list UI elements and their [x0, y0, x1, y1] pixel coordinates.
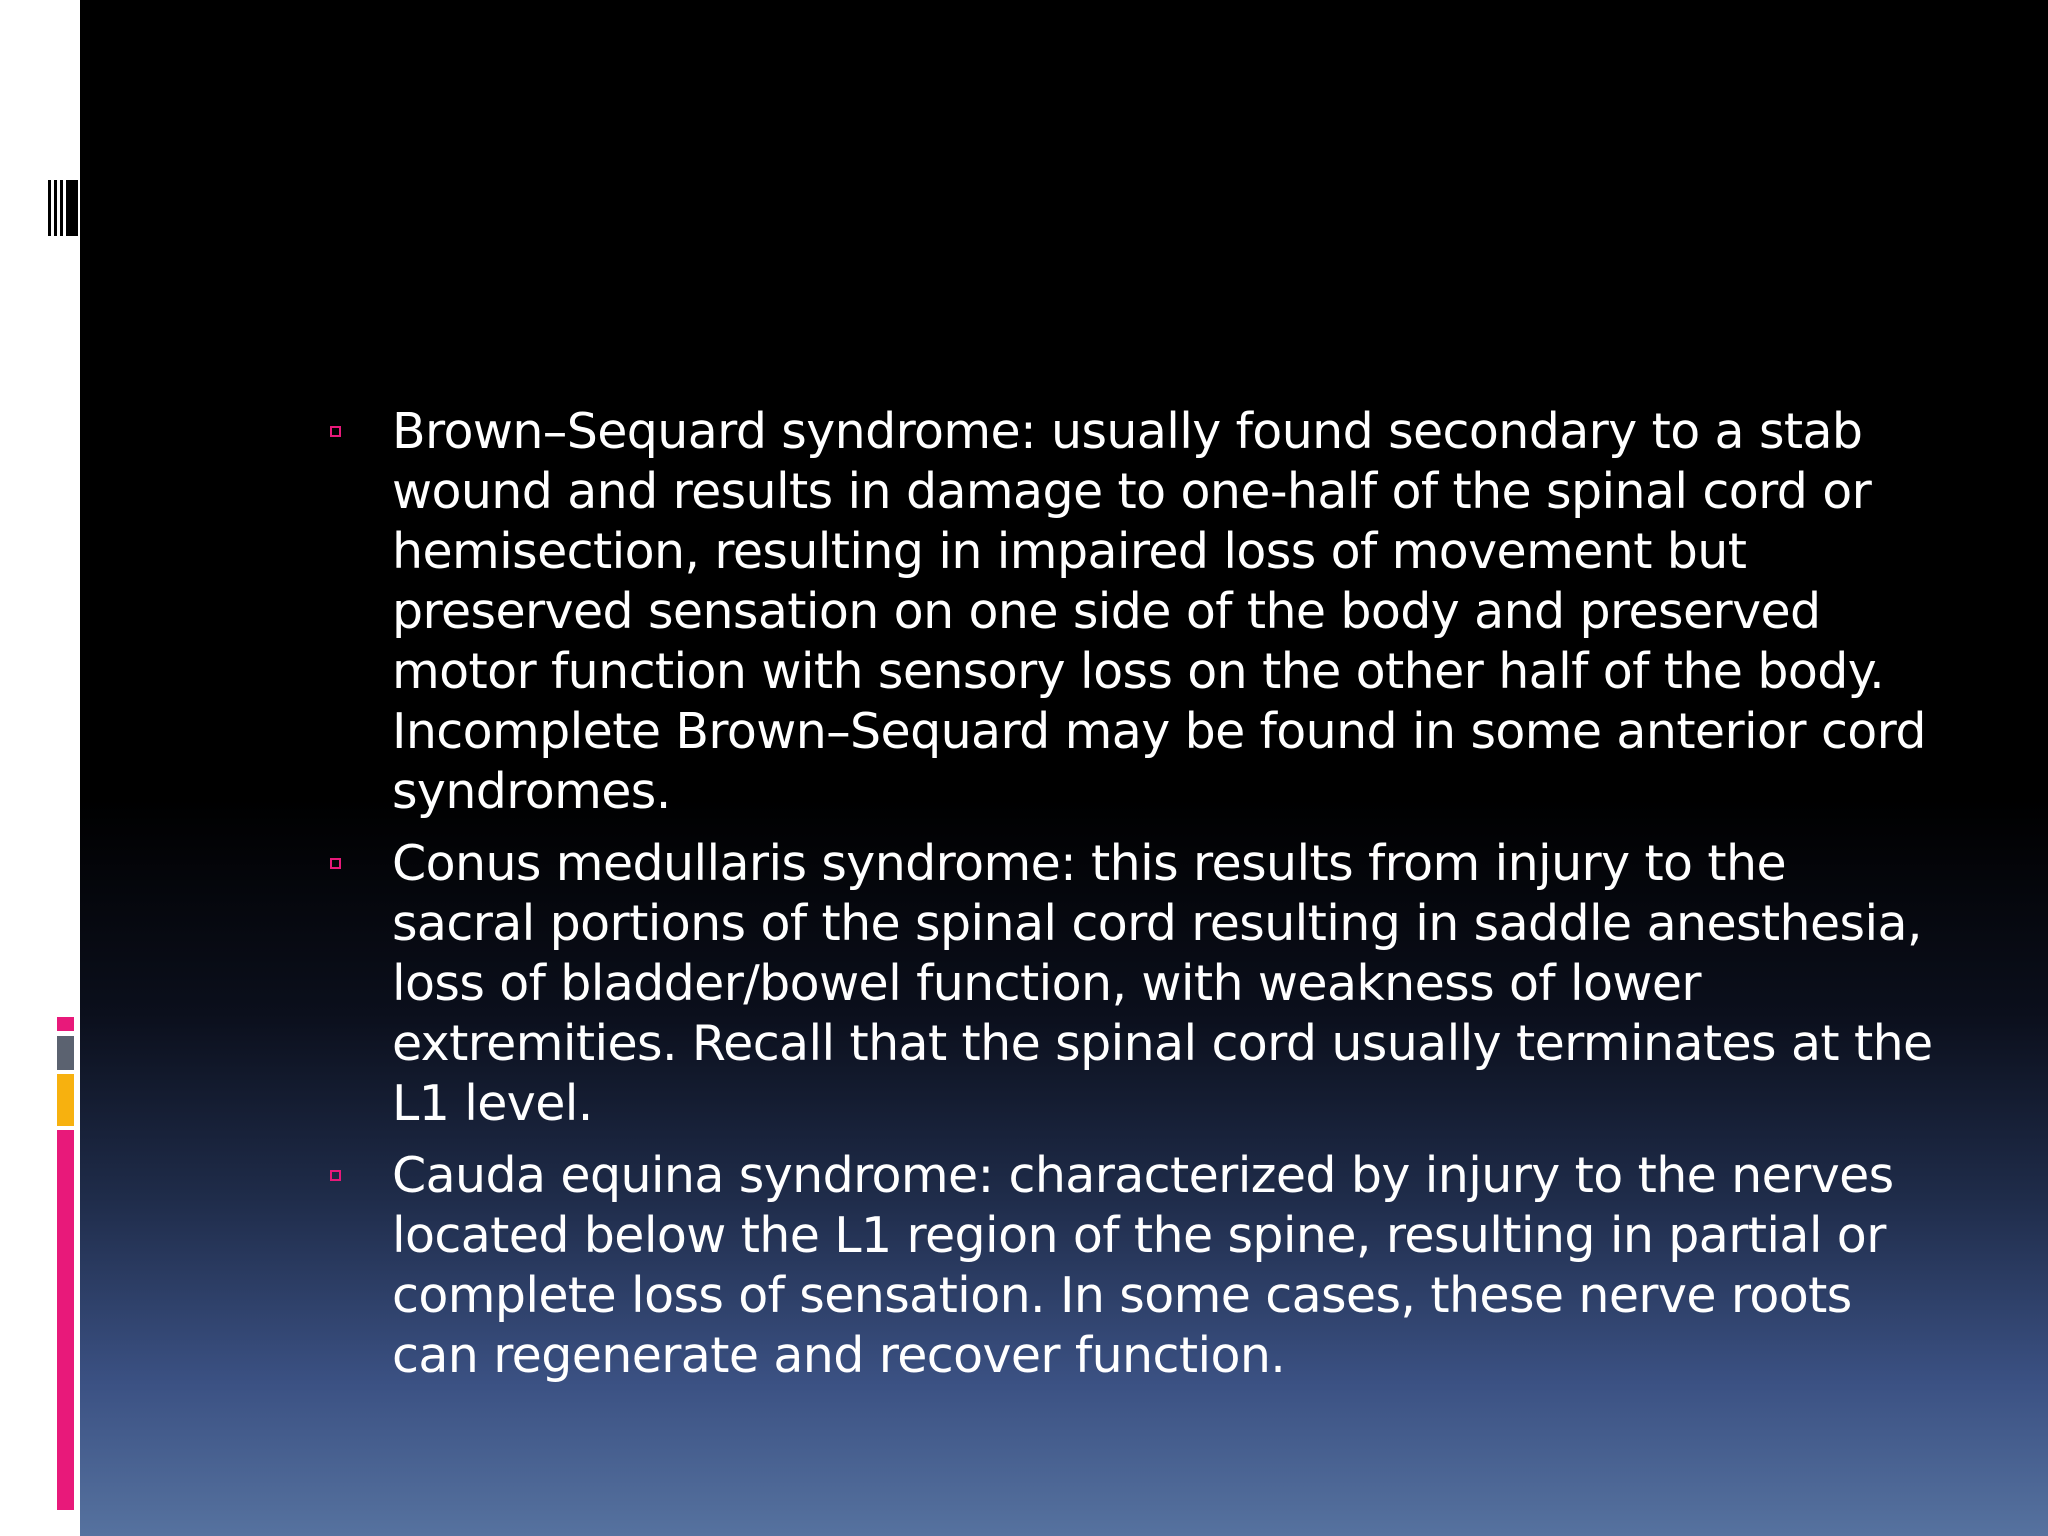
- square-bullet-icon: [330, 426, 341, 437]
- square-bullet-icon: [330, 1170, 341, 1181]
- bullet-text: Cauda equina syndrome: characterized by injury to the nerves located below the L1 region of the spine, resulting in partial or complete loss of sensation. In some cases, these nerve roots can regenerate and recover function.: [392, 1147, 1894, 1384]
- accent-bar-gray: [57, 1036, 74, 1070]
- bullet-item-conus-medullaris: [330, 834, 1940, 1134]
- bullet-item-brown-sequard: [330, 402, 1940, 822]
- square-bullet-icon: [330, 858, 341, 869]
- bullet-text: Conus medullaris syndrome: this results from injury to the sacral portions of the spinal cord resulting in saddle anesthesia, loss of bladder/bowel function, with weakness of lower extremities. Recall that the spinal cord usually terminates at the L1 level.: [392, 835, 1933, 1132]
- accent-bar-pink: [57, 1130, 74, 1510]
- bullet-text: Brown–Sequard syndrome: usually found secondary to a stab wound and results in damage to one-half of the spinal cord or hemisection, resulting in impaired loss of movement but preserved sensation on one side of the body and preserved motor function with sensory loss on the other half of the body. Incomplete Brown–Sequard may be found in some anterior cord syndromes.: [392, 403, 1926, 820]
- bullet-list: [330, 402, 1940, 1398]
- bullet-item-cauda-equina: [330, 1146, 1940, 1386]
- vertical-lines-decoration: [48, 180, 78, 236]
- accent-bar-pink-top: [57, 1017, 74, 1031]
- accent-bar-orange: [57, 1074, 74, 1126]
